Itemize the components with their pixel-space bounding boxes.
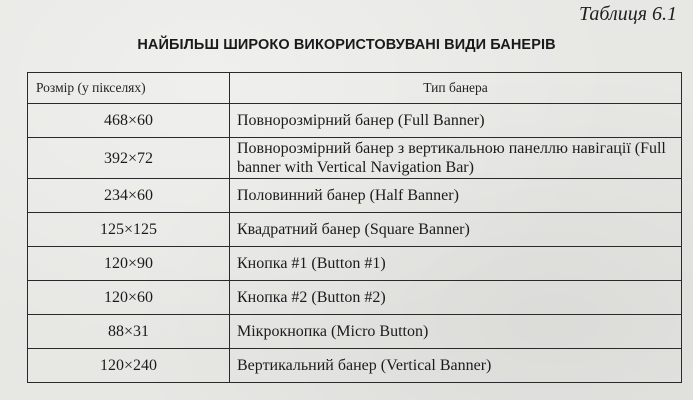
type-cell: Вертикальний банер (Vertical Banner) bbox=[230, 349, 682, 383]
size-cell: 120×240 bbox=[28, 349, 230, 383]
type-cell: Повнорозмірний банер (Full Banner) bbox=[230, 104, 682, 138]
table-number-label: Таблиця 6.1 bbox=[579, 3, 677, 25]
table-row bbox=[28, 247, 682, 281]
column-header-size: Розмір (у пікселях) bbox=[28, 73, 230, 104]
table-row bbox=[28, 138, 682, 179]
table-title: НАЙБІЛЬШ ШИРОКО ВИКОРИСТОВУВАНІ ВИДИ БАНЕРІВ bbox=[137, 37, 556, 53]
type-cell: Повнорозмірний банер з вертикальною панеллю навігації (Full banner with Vertical Navigation Bar) bbox=[230, 138, 682, 179]
table-row bbox=[28, 349, 682, 383]
size-cell: 125×125 bbox=[28, 213, 230, 247]
type-cell: Кнопка #2 (Button #2) bbox=[230, 281, 682, 315]
size-cell: 468×60 bbox=[28, 104, 230, 138]
banner-sizes-table bbox=[27, 72, 682, 383]
size-cell: 234×60 bbox=[28, 179, 230, 213]
table-row bbox=[28, 315, 682, 349]
table-row bbox=[28, 179, 682, 213]
column-header-type: Тип банера bbox=[230, 73, 682, 104]
type-cell: Квадратний банер (Square Banner) bbox=[230, 213, 682, 247]
table-row bbox=[28, 213, 682, 247]
type-cell: Кнопка #1 (Button #1) bbox=[230, 247, 682, 281]
table-row bbox=[28, 281, 682, 315]
type-cell: Мікрокнопка (Micro Button) bbox=[230, 315, 682, 349]
size-cell: 392×72 bbox=[28, 138, 230, 179]
table-header-row bbox=[28, 73, 682, 104]
size-cell: 120×60 bbox=[28, 281, 230, 315]
size-cell: 88×31 bbox=[28, 315, 230, 349]
table-row bbox=[28, 104, 682, 138]
type-cell: Половинний банер (Half Banner) bbox=[230, 179, 682, 213]
size-cell: 120×90 bbox=[28, 247, 230, 281]
